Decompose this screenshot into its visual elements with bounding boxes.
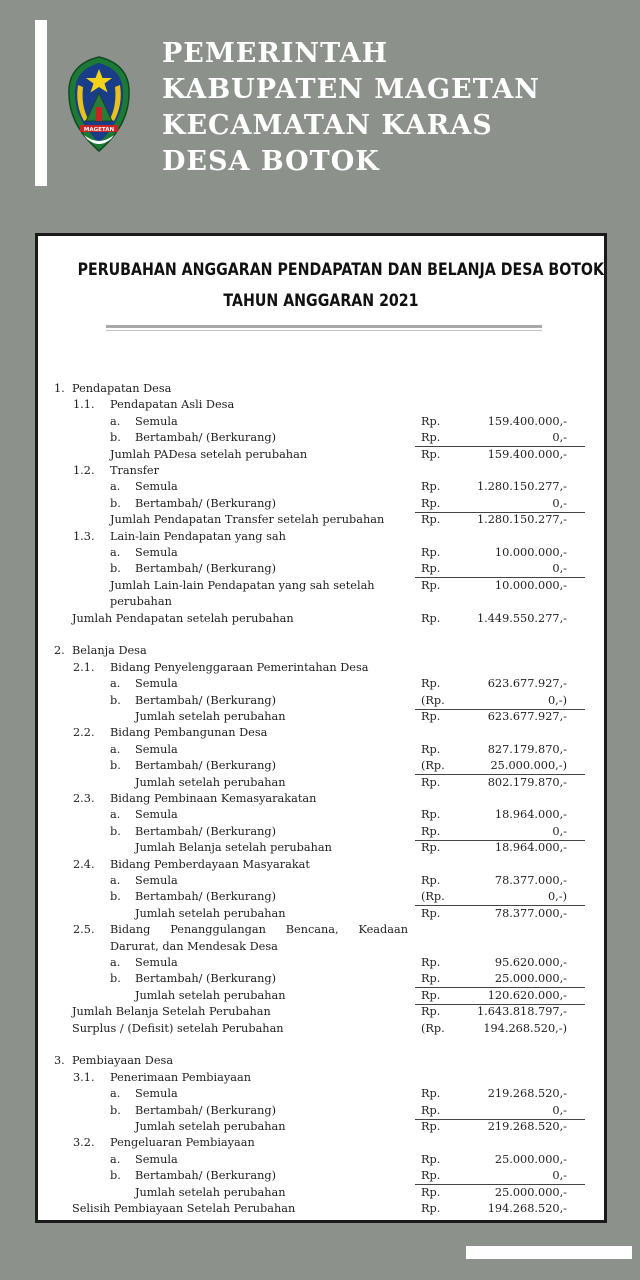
table-row [38,840,604,856]
amount-value: 802.179.870,- [487,775,567,789]
currency-label: Rp. [421,611,441,625]
row-label: Semula [135,874,178,887]
table-row [38,1168,604,1184]
row-label: Jumlah setelah perubahan [135,710,286,723]
row-number: b. [110,1103,121,1117]
row-number: b. [110,759,121,773]
row-label: Semula [135,1152,178,1166]
amount-value: 0,- [552,496,567,510]
amount-value: 120.620.000,- [487,988,567,1002]
row-number: b. [110,562,121,576]
row-number: b. [110,972,121,986]
row-number: 1.1. [73,398,95,412]
amount-value: 194.268.520,- [487,1202,567,1215]
currency-label: Rp. [421,1185,441,1199]
amount-value: 219.268.520,- [487,1120,567,1133]
amount-value: 1.280.150.277,- [476,480,567,494]
table-row [38,971,604,987]
row-label: Transfer [110,464,160,477]
amount-value: 219.268.520,- [487,1087,567,1101]
budget-document [35,233,607,1223]
currency-label: Rp. [421,1087,441,1101]
row-number: 2.1. [73,660,95,674]
row-number: 2. [54,644,65,658]
amount-value: 25.000.000,- [494,972,567,986]
row-number: a. [110,414,121,428]
table-row [38,611,604,627]
row-number: 2.5. [73,923,95,937]
row-number: a. [110,1152,121,1166]
amount-value: 78.377.000,- [494,874,567,887]
row-number: a. [110,874,121,887]
table-row [38,824,604,840]
currency-label: Rp. [421,513,441,527]
row-label: Bertambah/ (Berkurang) [135,431,276,445]
table-row [38,922,604,938]
table-row [38,906,604,922]
row-label: Pengeluaran Pembiayaan [110,1136,255,1150]
table-row [38,660,604,676]
row-label: Jumlah Pendapatan setelah perubahan [72,611,294,625]
amount-value: 0,- [552,824,567,838]
amount-value: 10.000.000,- [494,578,567,592]
row-number: a. [110,808,121,822]
row-number: a. [110,1087,121,1101]
currency-label: Rp. [421,808,441,822]
table-row [38,1021,604,1037]
currency-label: Rp. [421,1169,441,1183]
row-label: Jumlah setelah perubahan [135,775,286,789]
table-row [38,512,604,528]
row-label: Jumlah setelah perubahan [135,1185,286,1199]
amount-value: 25.000.000,- [494,1185,567,1199]
footer-accent-bar [466,1246,632,1259]
magetan-regency-emblem-icon [66,55,132,153]
currency-label: Rp. [421,1202,441,1215]
amount-value: 0,-) [547,890,567,904]
row-label: Jumlah Belanja Setelah Perubahan [72,1005,271,1019]
row-number: 2.3. [73,792,95,805]
currency-label: Rp. [421,775,441,789]
table-row [38,479,604,495]
row-label: Bertambah/ (Berkurang) [135,693,276,707]
table-row [38,496,604,512]
row-number: b. [110,890,121,904]
table-row [38,1070,604,1086]
amount-value: 0,- [552,1103,567,1117]
row-number: a. [110,742,121,756]
row-label: Bertambah/ (Berkurang) [135,890,276,904]
row-number: b. [110,693,121,707]
amount-value: 0,- [552,431,567,445]
row-label: Jumlah Lain-lain Pendapatan yang sah setelah [110,578,375,592]
row-label: Bertambah/ (Berkurang) [135,496,276,510]
row-number: a. [110,956,121,969]
currency-label: Rp. [421,447,441,461]
amount-value: 25.000.000,-) [490,759,567,773]
currency-label: Rp. [421,956,441,969]
row-label: Bidang Penyelenggaraan Pemerintahan Desa [110,660,369,674]
table-row [38,955,604,971]
row-label: Jumlah setelah perubahan [135,988,286,1002]
amount-value: 623.677.927,- [487,677,567,691]
document-subtitle: TAHUN ANGGARAN 2021 [223,291,419,310]
row-label: Bidang Pembinaan Kemasyarakatan [110,792,317,805]
table-row [38,725,604,741]
row-label: Semula [135,956,178,969]
amount-value: 10.000.000,- [494,546,567,559]
row-label: Semula [135,480,178,494]
table-row [38,397,604,413]
budget-table [38,236,604,1220]
row-label: Jumlah PADesa setelah perubahan [110,447,308,461]
currency-label: (Rp. [421,1021,445,1035]
table-row [38,561,604,577]
logo-text: MAGETAN [83,127,115,133]
table-row [38,430,604,446]
currency-label: Rp. [421,841,441,855]
amount-value: 623.677.927,- [487,710,567,723]
table-row [38,594,604,610]
table-row [38,693,604,709]
table-row [38,1152,604,1168]
currency-label: Rp. [421,578,441,592]
table-row [38,889,604,905]
currency-label: Rp. [421,874,441,887]
row-label: Bidang Pembangunan Desa [110,726,268,740]
table-row [38,578,604,594]
amount-value: 0,-) [547,693,567,707]
row-number: a. [110,480,121,494]
row-label: Jumlah Pendapatan Transfer setelah perubahan [110,513,385,527]
row-number: 3.2. [73,1136,95,1150]
currency-label: (Rp. [421,890,445,904]
row-number: 1.2. [73,464,95,477]
row-label: Semula [135,742,178,756]
amount-value: 18.964.000,- [494,841,567,855]
currency-label: (Rp. [421,693,445,707]
row-label: Semula [135,1087,178,1101]
row-number: 3. [54,1054,65,1068]
row-label: Semula [135,808,178,822]
row-label: Darurat, dan Mendesak Desa [110,939,278,953]
header-title-line: KABUPATEN MAGETAN [162,74,540,105]
table-row [38,447,604,463]
table-row [38,807,604,823]
row-number: 2.2. [73,726,95,740]
header-title [162,36,540,180]
currency-label: Rp. [421,710,441,723]
amount-value: 827.179.870,- [487,742,567,756]
row-label: Semula [135,677,178,691]
table-row [38,791,604,807]
row-number: b. [110,824,121,838]
row-number: 3.1. [73,1070,95,1084]
row-label: Belanja Desa [72,644,147,658]
amount-value: 95.620.000,- [494,956,567,969]
header-title-line: DESA BOTOK [162,146,380,177]
table-row [38,1201,604,1217]
row-label: Jumlah Belanja setelah perubahan [135,841,332,855]
row-number: a. [110,546,121,559]
row-label: Bertambah/ (Berkurang) [135,1103,276,1117]
table-row [38,857,604,873]
amount-value: 1.280.150.277,- [476,513,567,527]
row-label: Pembiayaan Desa [72,1054,174,1068]
row-label: Surplus / (Defisit) setelah Perubahan [72,1021,284,1035]
amount-value: 159.400.000,- [487,414,567,428]
amount-value: 1.449.550.277,- [476,611,567,625]
table-row [38,742,604,758]
currency-label: Rp. [421,972,441,986]
table-row [38,545,604,561]
currency-label: (Rp. [421,759,445,773]
amount-value: 0,- [552,562,567,576]
row-number: 1.3. [73,529,95,543]
row-label: Pendapatan Asli Desa [110,398,235,412]
row-label: Semula [135,414,178,428]
table-row [38,873,604,889]
currency-label: Rp. [421,546,441,559]
currency-label: Rp. [421,906,441,920]
table-row [38,939,604,955]
table-row [38,1185,604,1201]
amount-value: 159.400.000,- [487,447,567,461]
row-label: Jumlah setelah perubahan [135,1120,286,1133]
row-number: 2.4. [73,857,95,871]
table-row [38,1086,604,1102]
row-label: Jumlah setelah perubahan [135,906,286,920]
row-label: Lain-lain Pendapatan yang sah [110,529,286,543]
currency-label: Rp. [421,1103,441,1117]
row-label: Pendapatan Desa [72,382,172,395]
header-title-line: KECAMATAN KARAS [162,110,493,141]
currency-label: Rp. [421,1120,441,1133]
table-row [38,529,604,545]
row-label: Bertambah/ (Berkurang) [135,824,276,838]
currency-label: Rp. [421,480,441,494]
table-row [38,1135,604,1151]
currency-label: Rp. [421,496,441,510]
table-row [38,676,604,692]
header-accent-bar [35,20,47,186]
row-number: 1. [54,382,65,395]
currency-label: Rp. [421,1152,441,1166]
currency-label: Rp. [421,824,441,838]
row-number: b. [110,1169,121,1183]
currency-label: Rp. [421,988,441,1002]
document-title: PERUBAHAN ANGGARAN PENDAPATAN DAN BELANJA DESA BOTOK [77,260,605,279]
row-number: b. [110,431,121,445]
row-label: Bidang Penanggulangan Bencana, Keadaan [110,923,408,937]
amount-value: 25.000.000,- [494,1152,567,1166]
row-label: Bertambah/ (Berkurang) [135,562,276,576]
amount-value: 194.268.520,-) [483,1021,567,1035]
row-label: Bertambah/ (Berkurang) [135,1169,276,1183]
row-label: Penerimaan Pembiayaan [110,1070,252,1084]
row-label: Bertambah/ (Berkurang) [135,759,276,773]
currency-label: Rp. [421,414,441,428]
row-label: Semula [135,546,178,559]
table-row [38,758,604,774]
table-row [38,988,604,1004]
row-label: Bertambah/ (Berkurang) [135,972,276,986]
row-number: a. [110,677,121,691]
row-label: perubahan [110,595,172,609]
currency-label: Rp. [421,562,441,576]
table-row [38,414,604,430]
row-number: b. [110,496,121,510]
table-row [38,775,604,791]
table-row [38,1053,604,1069]
table-row [38,643,604,659]
amount-value: 78.377.000,- [494,906,567,920]
currency-label: Rp. [421,742,441,756]
row-label: Selisih Pembiayaan Setelah Perubahan [72,1202,296,1215]
row-label: Bidang Pemberdayaan Masyarakat [110,857,310,871]
currency-label: Rp. [421,431,441,445]
amount-value: 1.643.818.797,- [476,1005,567,1019]
table-row [38,1103,604,1119]
amount-value: 0,- [552,1169,567,1183]
table-row [38,463,604,479]
currency-label: Rp. [421,1005,441,1019]
table-row [38,709,604,725]
table-row [38,1004,604,1020]
header-title-line: PEMERINTAH [162,38,389,69]
table-row [38,1119,604,1135]
table-row [38,381,604,397]
amount-value: 18.964.000,- [494,808,567,822]
currency-label: Rp. [421,677,441,691]
